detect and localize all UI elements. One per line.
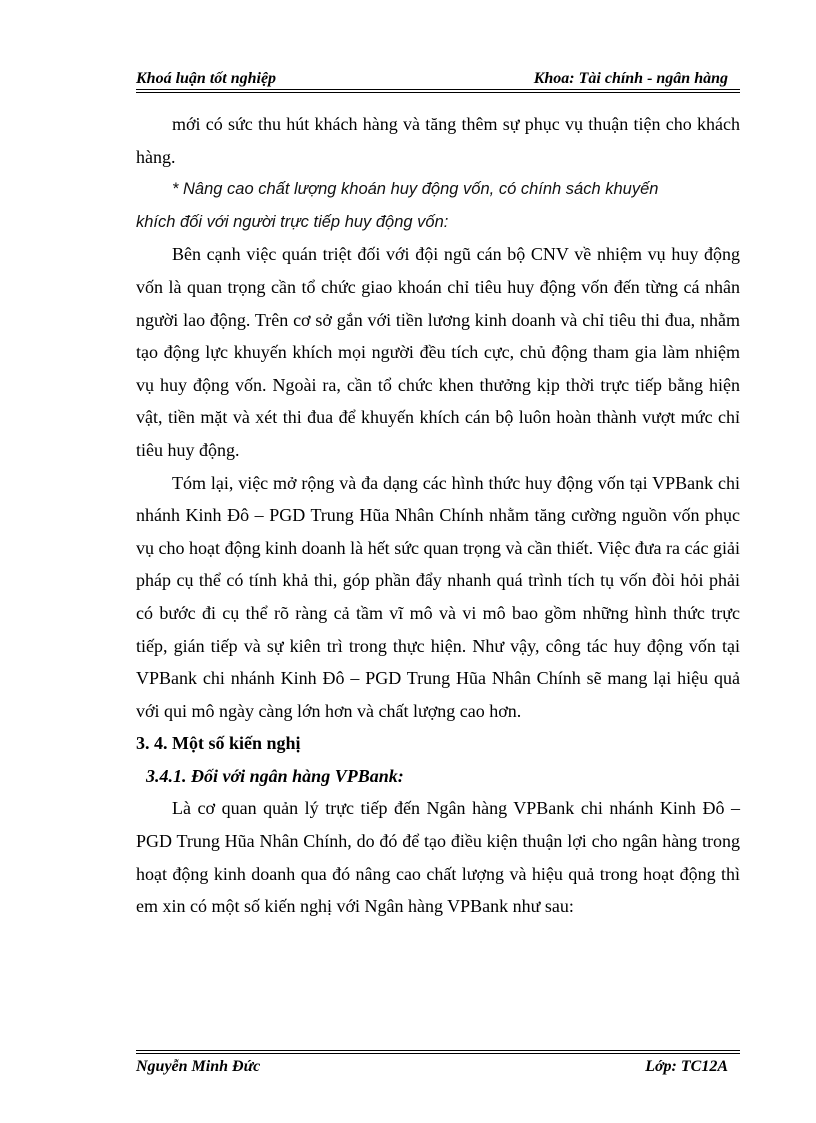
header-rule-upper — [136, 89, 740, 90]
footer-author: Nguyễn Minh Đức — [136, 1058, 261, 1075]
footer-rule-lower — [136, 1053, 740, 1054]
subsection-heading-3-4-1: 3.4.1. Đối với ngân hàng VPBank: — [146, 765, 404, 786]
paragraph-recommendations: Là cơ quan quản lý trực tiếp đến Ngân hàng VPBank chi nhánh Kinh Đô – PGD Trung Hũa Nhân Chính, do đó để tạo điều kiện thuận lợi cho ngân hàng trong hoạt động kinh doanh qua đó nâng cao chất lượng và hiệu quả trong hoạt động thì em xin có một số kiến nghị với Ngân hàng VPBank như sau: — [136, 798, 740, 917]
header-thesis-title: Khoá luận tốt nghiệp — [136, 70, 277, 87]
page-body — [136, 108, 740, 923]
italic-subheading — [136, 173, 740, 238]
header-rule-lower — [136, 92, 740, 93]
italic-subheading-line-2: khích đối với người trực tiếp huy động vốn: — [136, 212, 449, 231]
footer-rule-upper — [136, 1050, 740, 1051]
paragraph-summary: Tóm lại, việc mở rộng và đa dạng các hình thức huy động vốn tại VPBank chi nhánh Kinh Đô – PGD Trung Hũa Nhân Chính nhằm tăng cường nguồn vốn phục vụ cho hoạt động kinh doanh là hết sức quan trọng và cần thiết. Việc đưa ra các giải pháp cụ thể có tính khả thi, góp phần đẩy nhanh quá trình tích tụ vốn đòi hỏi phải có bước đi cụ thể rõ ràng cả tầm vĩ mô và vi mô bao gồm những hình thức trực tiếp, gián tiếp và sự kiên trì trong thực hiện. Như vậy, công tác huy động vốn tại VPBank chi nhánh Kinh Đô – PGD Trung Hũa Nhân Chính sẽ mang lại hiệu quả với qui mô ngày càng lớn hơn và chất lượng cao hơn. — [136, 472, 740, 721]
page-footer — [136, 1058, 740, 1082]
footer-class: Lớp: TC12A — [645, 1058, 728, 1075]
italic-subheading-line-1: * Nâng cao chất lượng khoán huy động vốn, có chính sách khuyến — [172, 180, 659, 199]
page-header — [136, 66, 740, 90]
paragraph-continuation: mới có sức thu hút khách hàng và tăng thêm sự phục vụ thuận tiện cho khách hàng. — [136, 114, 740, 167]
paragraph-capital-mobilization: Bên cạnh việc quán triệt đối với đội ngũ cán bộ CNV về nhiệm vụ huy động vốn là quan trọng cần tổ chức giao khoán chỉ tiêu huy động vốn đến từng cá nhân người lao động. Trên cơ sở gắn với tiền lương kinh doanh và chỉ tiêu thi đua, nhằm tạo động lực khuyến khích mọi người đều tích cực, chủ động tham gia làm nhiệm vụ huy động vốn. Ngoài ra, cần tổ chức khen thưởng kịp thời trực tiếp bằng hiện vật, tiền mặt và xét thi đua để khuyến khích cán bộ luôn hoàn thành vượt mức chỉ tiêu huy động. — [136, 244, 740, 460]
header-faculty: Khoa: Tài chính - ngân hàng — [533, 70, 728, 87]
section-heading-3-4: 3. 4. Một số kiến nghị — [136, 733, 301, 754]
